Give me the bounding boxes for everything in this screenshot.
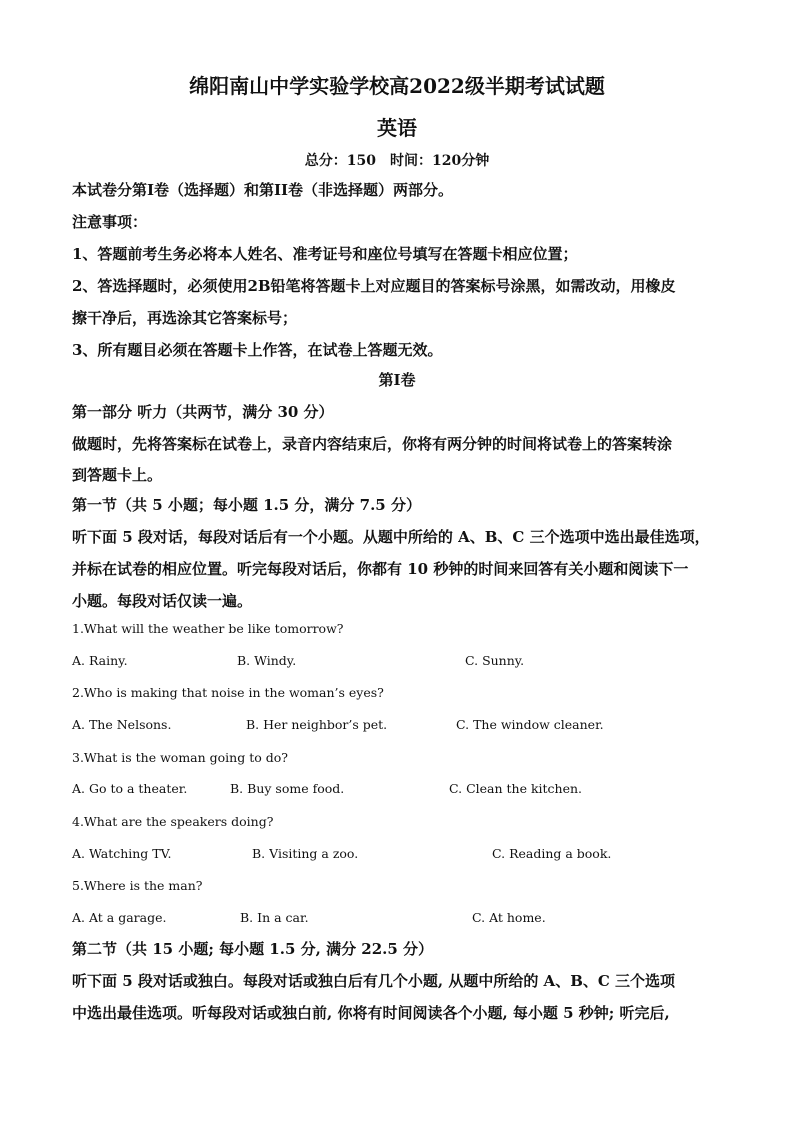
notes-heading: 注意事项： [72, 213, 148, 231]
question-stem: 2.Who is making that noise in the woman’s eyes? [72, 685, 384, 700]
option-a: A. Rainy. [72, 653, 128, 668]
section1-instruction-line-1: 听下面 5 段对话，每段对话后有一个小题。从题中所给的 A、B、C 三个选项中选出最佳选项， [72, 528, 710, 546]
question-stem: 4.What are the speakers doing? [72, 814, 274, 829]
option-b: B. Windy. [237, 653, 297, 668]
option-a: A. Watching TV. [72, 846, 172, 861]
note-2-line-2: 擦干净后，再选涂其它答案标号； [72, 309, 298, 327]
part1-instruction-line-1: 做题时，先将答案标在试卷上，录音内容结束后，你将有两分钟的时间将试卷上的答案转涂 [72, 435, 673, 453]
section1-instruction-line-2: 并标在试卷的相应位置。听完每段对话后，你都有 10 秒钟的时间来回答有关小题和阅读下一 [72, 560, 689, 578]
option-b: B. Her neighbor’s pet. [246, 717, 388, 732]
section2-heading: 第二节（共 15 小题; 每小题 1.5 分, 满分 22.5 分） [72, 940, 434, 958]
paper-structure: 本试卷分第I卷（选择题）和第II卷（非选择题）两部分。 [72, 181, 454, 199]
option-b: B. Visiting a zoo. [252, 846, 359, 861]
exam-title: 绵阳南山中学实验学校高2022级半期考试试题 [189, 74, 605, 98]
part1-instruction-line-2: 到答题卡上。 [72, 466, 163, 484]
option-c: C. At home. [472, 910, 546, 925]
note-1: 1、答题前考生务必将本人姓名、准考证号和座位号填写在答题卡相应位置； [72, 245, 578, 263]
question-stem: 3.What is the woman going to do? [72, 750, 288, 765]
note-2-line-1: 2、答选择题时，必须使用2B铅笔将答题卡上对应题目的答案标号涂黑，如需改动，用橡皮 [72, 277, 676, 295]
note-3: 3、所有题目必须在答题卡上作答，在试卷上答题无效。 [72, 341, 443, 359]
option-c: C. Reading a book. [492, 846, 612, 861]
volume-heading: 第I卷 [378, 371, 416, 389]
option-c: C. Sunny. [465, 653, 525, 668]
option-a: A. At a garage. [72, 910, 167, 925]
option-b: B. Buy some food. [230, 781, 345, 796]
option-c: C. Clean the kitchen. [449, 781, 583, 796]
option-c: C. The window cleaner. [456, 717, 604, 732]
question-stem: 5.Where is the man? [72, 878, 203, 893]
part1-heading: 第一部分 听力（共两节，满分 30 分） [72, 403, 334, 421]
section1-instruction-line-3: 小题。每段对话仅读一遍。 [72, 592, 253, 610]
option-b: B. In a car. [240, 910, 309, 925]
section2-instruction-line-1: 听下面 5 段对话或独白。每段对话或独白后有几个小题, 从题中所给的 A、B、C 三个选项 [72, 972, 676, 990]
subject-heading: 英语 [377, 116, 417, 140]
option-a: A. The Nelsons. [72, 717, 172, 732]
section2-instruction-line-2: 中选出最佳选项。听每段对话或独白前, 你将有时间阅读各个小题, 每小题 5 秒钟; 听完后, [72, 1004, 670, 1022]
exam-meta: 总分：150 时间：120分钟 [304, 153, 490, 169]
option-a: A. Go to a theater. [72, 781, 188, 796]
question-stem: 1.What will the weather be like tomorrow? [72, 621, 344, 636]
section1-heading: 第一节（共 5 小题；每小题 1.5 分，满分 7.5 分） [72, 496, 421, 514]
